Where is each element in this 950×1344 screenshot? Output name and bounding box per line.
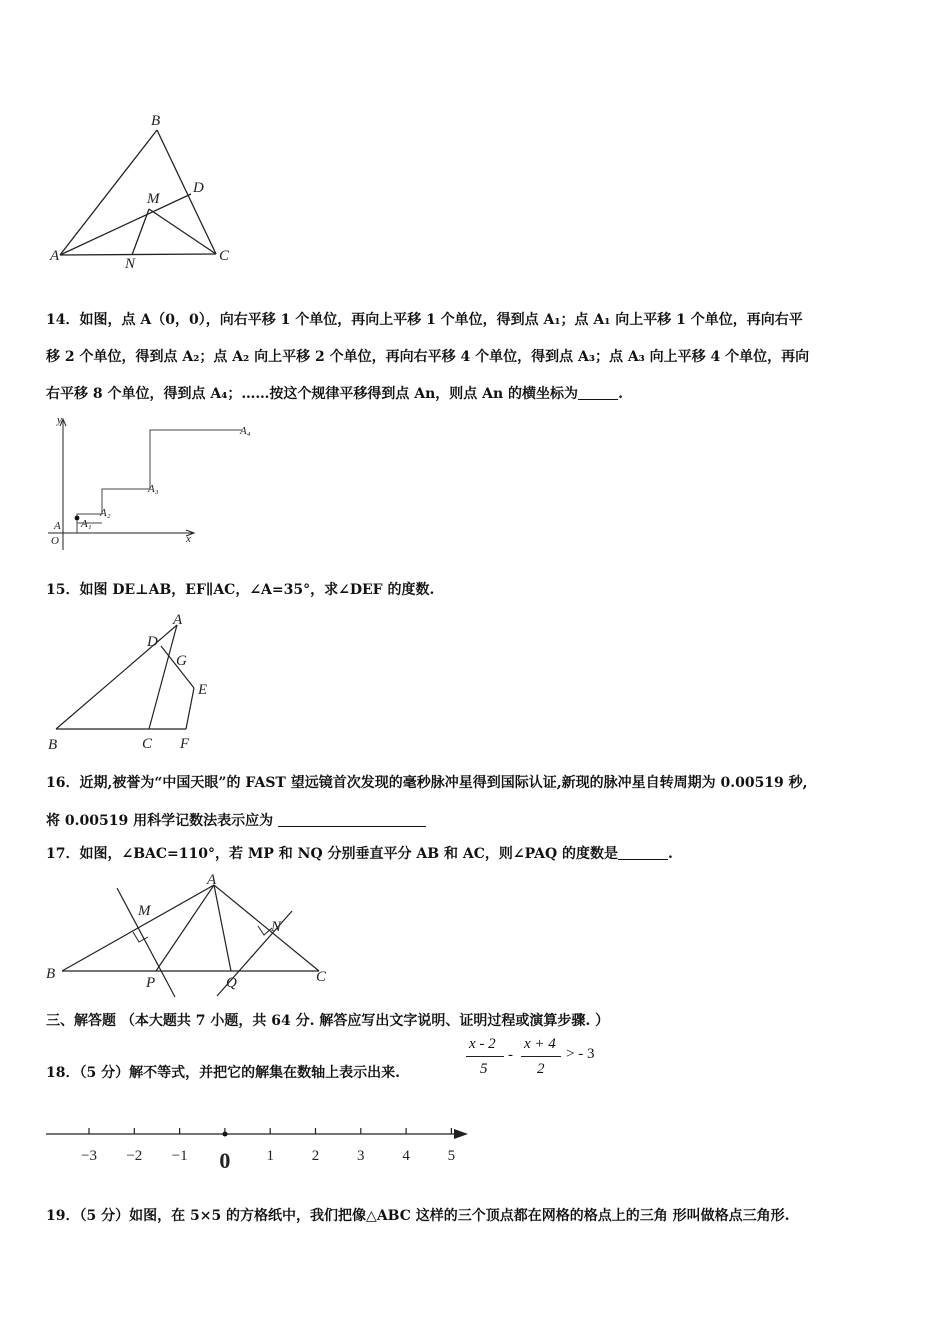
frac2-numerator: x + 4 <box>524 1036 556 1052</box>
segment-bc <box>157 130 216 254</box>
label-a4: A₄ <box>240 425 251 437</box>
q16-line-1: 16．近期,被誉为“中国天眼”的 FAST 望远镜首次发现的毫秒脉冲星得到国际认证,新现的脉冲星自转周期为 0.00519 秒, <box>46 775 808 791</box>
label-f: F <box>180 736 190 752</box>
point-a1 <box>75 516 80 521</box>
segment-ac <box>60 254 216 255</box>
figure-def <box>44 608 224 758</box>
segment-ab <box>60 130 157 255</box>
inequality-rhs: > - 3 <box>566 1046 595 1062</box>
label-e: E <box>198 682 208 698</box>
question-14 <box>46 302 916 413</box>
label-a2: A₂ <box>100 507 111 519</box>
question-17 <box>46 843 673 863</box>
label-a: A <box>173 612 183 628</box>
label-b: B <box>46 966 56 982</box>
number-line <box>44 1120 474 1176</box>
number-line-arrow <box>454 1129 468 1139</box>
frac2-bar <box>521 1056 561 1057</box>
minus-sign: - <box>508 1047 513 1063</box>
tick-label: −1 <box>171 1148 188 1164</box>
label-y: y <box>57 415 62 426</box>
label-m: M <box>147 191 160 207</box>
question-16 <box>46 764 916 840</box>
segment-mn <box>132 209 149 255</box>
label-c: C <box>219 248 230 264</box>
figure-bac <box>44 870 334 998</box>
q16-line-2: 将 0.00519 用科学记数法表示应为 <box>46 813 274 829</box>
q14-line-3: 右平移 8 个单位，得到点 A₄；……按这个规律平移得到点 An，则点 An 的横坐标为 <box>46 386 579 402</box>
tick-label: −3 <box>81 1148 97 1164</box>
label-p: P <box>146 975 156 991</box>
tick-label: 5 <box>447 1148 456 1164</box>
section-3-heading: 三、解答题 （本大题共 7 小题，共 64 分. 解答应写出文字说明、证明过程或演算步骤. ） <box>46 1013 610 1029</box>
question-18: 18．（5 分）解不等式，并把它的解集在数轴上表示出来. <box>46 1065 400 1081</box>
label-a: A <box>54 520 61 532</box>
q14-line-3-end: . <box>618 386 623 402</box>
segment-ac <box>214 885 319 971</box>
q14-line-3-wrap <box>46 376 916 413</box>
question-19: 19．（5 分）如图，在 5×5 的方格纸中，我们把像△ABC 这样的三个顶点都在网格的格点上的三角 形叫做格点三角形. <box>46 1208 790 1224</box>
frac1-denominator: 5 <box>480 1061 488 1077</box>
q16-line-2-wrap <box>46 802 916 840</box>
segment-ap <box>156 885 214 971</box>
frac1-bar <box>466 1056 504 1057</box>
figure-staircase <box>44 415 264 555</box>
label-g: G <box>176 653 187 669</box>
tick-label: 4 <box>402 1148 410 1164</box>
segment-ab <box>56 625 177 729</box>
tick-label: 1 <box>266 1148 274 1164</box>
right-angle-m <box>133 932 148 942</box>
label-b: B <box>151 113 161 129</box>
label-b: B <box>48 737 58 753</box>
q14-line-1: 14．如图，点 A（0，0），向右平移 1 个单位，再向上平移 1 个单位，得到点 A₁；点 A₁ 向上平移 1 个单位，再向右平 <box>46 312 803 328</box>
label-q: Q <box>226 975 237 991</box>
label-x: x <box>186 533 191 545</box>
label-m: M <box>138 903 151 919</box>
segment-aq <box>214 885 231 971</box>
label-c: C <box>316 969 327 985</box>
tick-label: −2 <box>126 1148 143 1164</box>
question-15: 15．如图 DE⊥AB，EF∥AC，∠A=35°，求∠DEF 的度数. <box>46 582 435 598</box>
label-d: D <box>147 634 158 650</box>
tick-label: 3 <box>357 1148 365 1164</box>
answer-blank-17 <box>618 845 668 860</box>
frac1-numerator: x - 2 <box>469 1036 496 1052</box>
label-n: N <box>271 919 282 935</box>
answer-blank-14 <box>578 385 618 400</box>
q17-end: . <box>668 846 673 862</box>
label-a3: A₃ <box>148 483 159 495</box>
label-a: A <box>50 248 60 264</box>
segment-ef <box>186 688 194 729</box>
tick-label: 2 <box>311 1148 320 1164</box>
figure-triangle-abc <box>44 108 254 273</box>
frac2-denominator: 2 <box>537 1061 545 1077</box>
label-c: C <box>142 736 153 752</box>
label-o: O <box>51 535 59 547</box>
q17-text: 17．如图，∠BAC=110°，若 MP 和 NQ 分别垂直平分 AB 和 AC，则∠PAQ 的度数是 <box>46 846 619 862</box>
q14-line-2: 移 2 个单位，得到点 A₂；点 A₂ 向上平移 2 个单位，再向右平移 4 个单位，得到点 A₃；点 A₃ 向上平移 4 个单位，再向 <box>46 349 810 365</box>
label-d: D <box>193 180 204 196</box>
answer-blank-16 <box>278 812 426 827</box>
label-a: A <box>207 872 217 888</box>
label-a1: A₁ <box>81 518 92 530</box>
label-n: N <box>125 256 136 272</box>
tick-label: 0 <box>219 1148 231 1173</box>
